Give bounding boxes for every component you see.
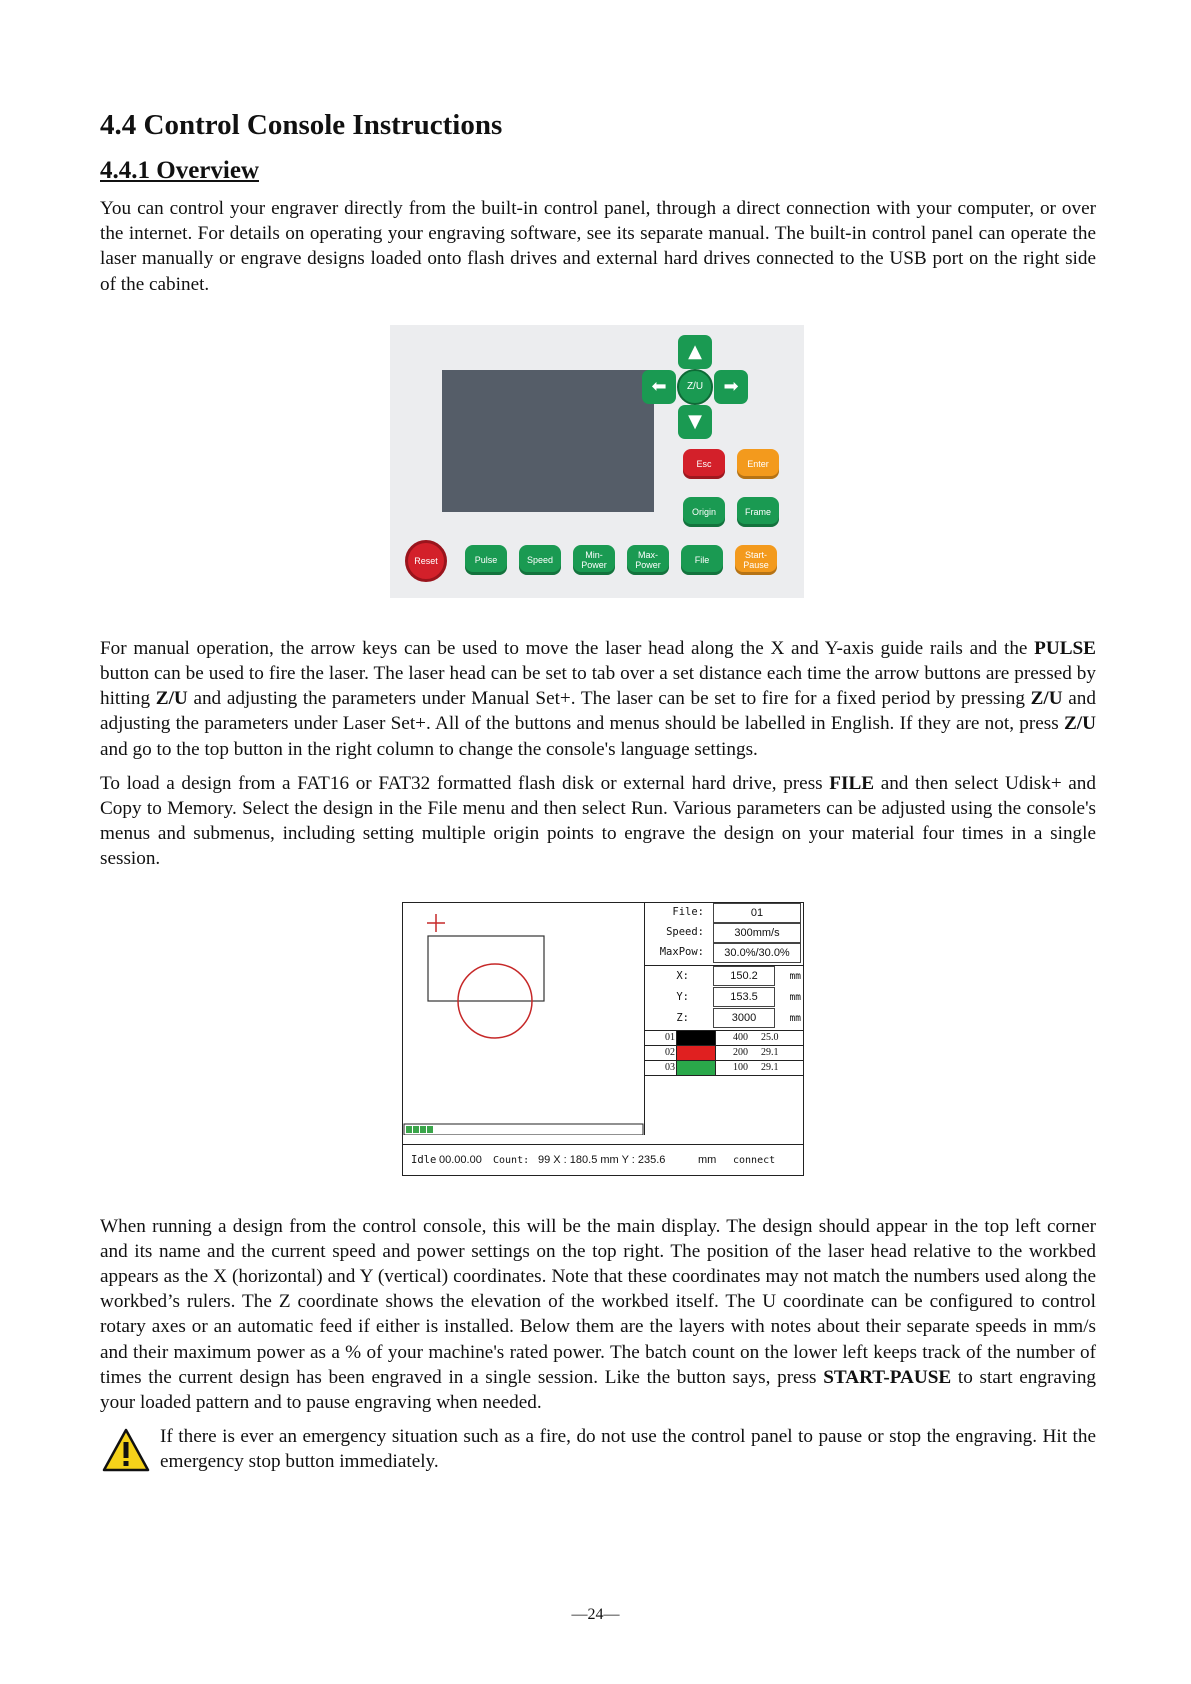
frame-button[interactable]: Frame (737, 497, 779, 527)
status-connect: connect (733, 1154, 776, 1166)
x-value: 150.2 (713, 966, 775, 986)
status-time: 00.00.00 (439, 1153, 482, 1166)
bold-text: Z/U (1064, 713, 1096, 735)
text: and adjusting the parameters under Manual Set+. The laser can be set to fire for a fixed period by pressing (187, 688, 1031, 710)
y-unit: mm (789, 991, 801, 1003)
maxpow-label: MaxPow: (659, 945, 704, 958)
pulse-button[interactable]: Pulse (465, 545, 507, 575)
speed-label: Speed: (666, 925, 704, 938)
layer-row (645, 1030, 803, 1046)
bold-text: Z/U (155, 688, 188, 710)
status-idle: Idle (411, 1153, 437, 1166)
text: and go to the top button in the right column to change the console's language settings. (100, 738, 758, 760)
bold-text: PULSE (1034, 637, 1096, 659)
main-display-figure (402, 902, 804, 1176)
status-coords: 99 X : 180.5 mm Y : 235.6 (538, 1153, 666, 1166)
origin-button[interactable]: Origin (683, 497, 725, 527)
z-value: 3000 (713, 1008, 775, 1028)
design-preview (403, 903, 644, 1135)
layer-power: 29.1 (761, 1046, 779, 1058)
right-arrow-button[interactable] (714, 370, 748, 404)
manual-operation-paragraph (100, 636, 1096, 762)
layer-speed: 100 (733, 1061, 748, 1073)
lcd-screen (442, 370, 654, 512)
zu-button[interactable]: Z/U (677, 369, 713, 405)
text: button can be used to fire the laser. The laser head can be set to tab over a set distance each time the arrow buttons are pressed by hitting (100, 663, 1096, 710)
up-arrow-icon: ▲ (688, 341, 702, 363)
text: and adjusting the parameters under Laser Set+. All of the buttons and menus should be labelled in English. If they are not, press (100, 688, 1096, 735)
load-design-paragraph (100, 771, 1096, 872)
maxpow-value: 30.0%/30.0% (713, 943, 801, 963)
z-label: Z: (676, 1011, 689, 1024)
layer-power: 29.1 (761, 1061, 779, 1073)
layer-id: 02 (665, 1046, 675, 1058)
text: to start engraving your loaded pattern and to pause engraving when needed. (100, 1366, 1097, 1414)
layer-row (645, 1045, 803, 1061)
design-canvas (403, 903, 645, 1135)
bold-text: START-PAUSE (823, 1366, 952, 1388)
section-heading: 4.4 Control Console Instructions (100, 109, 503, 141)
down-arrow-icon: ▼ (688, 411, 702, 433)
file-value: 01 (713, 903, 801, 923)
layer-id: 01 (665, 1031, 675, 1043)
status-count: Count: (493, 1154, 530, 1166)
x-unit: mm (789, 970, 801, 982)
y-value: 153.5 (713, 987, 775, 1007)
status-unit: mm (698, 1153, 717, 1166)
layer-speed: 200 (733, 1046, 748, 1058)
layer-color-swatch (676, 1061, 716, 1075)
speed-value: 300mm/s (713, 923, 801, 943)
layer-id: 03 (665, 1061, 675, 1073)
min-power-button[interactable]: Min-Power (573, 545, 615, 575)
z-unit: mm (789, 1012, 801, 1024)
reset-button[interactable]: Reset (405, 540, 447, 582)
warning-icon (102, 1428, 150, 1472)
page-content (100, 108, 1096, 1484)
speed-button[interactable]: Speed (519, 545, 561, 575)
layer-color-swatch (676, 1031, 716, 1045)
control-panel-figure (390, 325, 804, 598)
status-bar (403, 1144, 803, 1176)
left-arrow-icon: ⬅ (651, 376, 667, 398)
bold-text: Z/U (1030, 688, 1063, 710)
page-number: —24— (571, 1606, 620, 1623)
layer-row (645, 1060, 803, 1076)
warning-block (100, 1424, 1096, 1474)
text: When running a design from the control console, this will be the main display. The design should appear in the top left corner and its name and the current speed and power settings on the top right. The position of the laser head relative to the workbed appears as the X (horizontal) and Y (vertical) coordinates. Note that these coordinates may not match the numbers used along the workbed’s rulers. The Z coordinate shows the elevation of the workbed itself. The U coordinate can be configured to control rotary axes or an automatic feed if either is installed. Below them are the layers with notes about their separate speeds in mm/s and their maximum power as a % of your machine's rated power. The batch count on the lower left keeps track of the number of times the current design has been engraved in a single session. Like the button says, press (100, 1215, 1096, 1388)
text: To load a design from a FAT16 or FAT32 formatted flash disk or external hard drive, press (100, 772, 830, 794)
x-label: X: (676, 969, 689, 982)
left-arrow-button[interactable] (642, 370, 676, 404)
bold-text: FILE (829, 772, 875, 794)
text: For manual operation, the arrow keys can be used to move the laser head along the X and Y-axis guide rails and the (100, 637, 1035, 659)
main-display-paragraph (100, 1214, 1096, 1416)
warning-text: If there is ever an emergency situation such as a fire, do not use the control panel to pause or stop the engraving. Hit the emergency stop button immediately. (160, 1426, 1096, 1473)
max-power-button[interactable]: Max-Power (627, 545, 669, 575)
layer-power: 25.0 (761, 1031, 779, 1043)
down-arrow-button[interactable] (678, 405, 712, 439)
intro-paragraph: You can control your engraver directly from the built-in control panel, through a direct connection with your computer, or over the internet. For details on operating your engraving software, see its separate manual. The built-in control panel can operate the laser manually or engrave designs loaded onto flash drives and external hard drives connected to the USB port on the right side of the cabinet. (100, 198, 1096, 295)
file-label: File: (672, 905, 704, 918)
layer-speed: 400 (733, 1031, 748, 1043)
up-arrow-button[interactable] (678, 335, 712, 369)
right-arrow-icon: ➡ (723, 376, 739, 398)
text: and then select Udisk+ and Copy to Memory. Select the design in the File menu and then select Run. Various parameters can be adjusted using the console's menus and submenus, including setting multiple origin points to engrave the design on your material four times in a single session. (100, 772, 1096, 870)
esc-button[interactable]: Esc (683, 449, 725, 479)
enter-button[interactable]: Enter (737, 449, 779, 479)
layer-table-bottom (645, 1075, 803, 1076)
subsection-heading: 4.4.1 Overview (100, 157, 259, 184)
start-pause-button[interactable]: Start-Pause (735, 545, 777, 575)
layer-color-swatch (676, 1046, 716, 1060)
file-button[interactable]: File (681, 545, 723, 575)
y-label: Y: (676, 990, 689, 1003)
